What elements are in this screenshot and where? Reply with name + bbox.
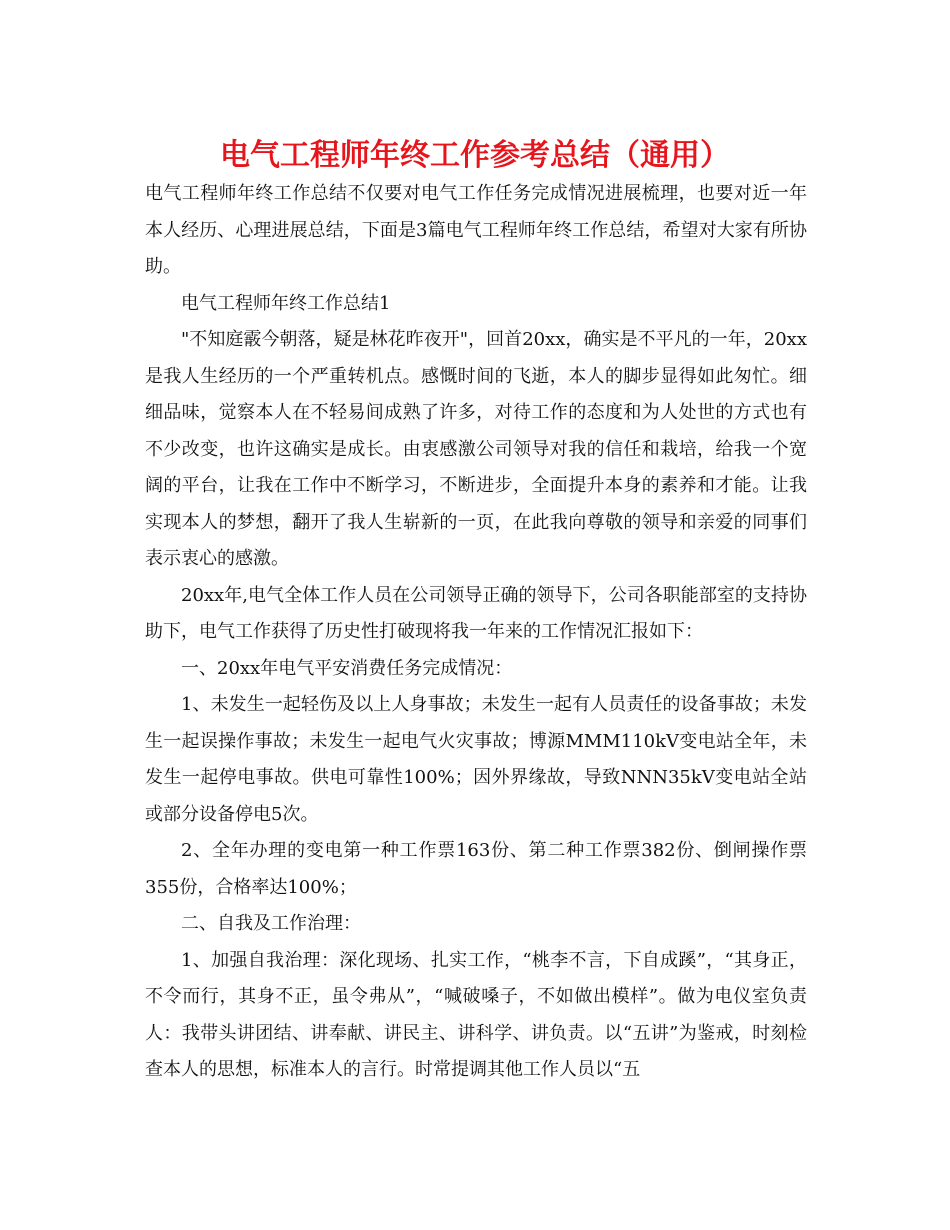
document-body bbox=[145, 176, 807, 1089]
section-heading: 电气工程师年终工作总结1 bbox=[181, 292, 391, 314]
subsection-heading: 二、自我及工作治理： bbox=[181, 913, 361, 934]
subsection-heading: 一、20xx年电气平安消费任务完成情况： bbox=[181, 657, 513, 679]
body-paragraph: 20xx年,电气全体工作人员在公司领导正确的领导下，公司各职能部室的支持协助下，电气工作获得了历史性打破现将我一年来的工作情况汇报如下： bbox=[145, 584, 807, 642]
list-item: 1、加强自我治理：深化现场、扎实工作，“桃李不言，下自成蹊”，“其身正，不令而行，其身不正，虽令弗从”，“喊破嗓子，不如做出模样”。做为电仪室负责人：我带头讲团结、讲奉献、讲民主、讲科学、讲负责。以“五讲”为鉴戒，时刻检查本人的思想，标准本人的言行。时常提调其他工作人员以“五 bbox=[145, 949, 807, 1080]
list-item: 1、未发生一起轻伤及以上人身事故；未发生一起有人员责任的设备事故；未发生一起误操作事故；未发生一起电气火灾事故；博源MMM110kV变电站全年，未发生一起停电事故。供电可靠性100%；因外界缘故，导致NNN35kV变电站全站或部分设备停电5次。 bbox=[145, 694, 807, 825]
document-title: 电气工程师年终工作参考总结（通用） bbox=[220, 138, 730, 173]
intro-paragraph: 电气工程师年终工作总结不仅要对电气工作任务完成情况进展梳理，也要对近一年本人经历、心理进展总结，下面是3篇电气工程师年终工作总结，希望对大家有所协助。 bbox=[145, 183, 807, 277]
list-item: 2、全年办理的变电第一种工作票163份、第二种工作票382份、倒闸操作票355份，合格率达100%； bbox=[145, 840, 807, 898]
body-paragraph: "不知庭霰今朝落，疑是林花昨夜开"，回首20xx，确实是不平凡的一年，20xx是我人生经历的一个严重转机点。感慨时间的飞逝，本人的脚步显得如此匆忙。细细品味，觉察本人在不轻易间成熟了许多，对待工作的态度和为人处世的方式也有不少改变，也许这确实是成长。由衷感激公司领导对我的信任和栽培，给我一个宽阔的平台，让我在工作中不断学习，不断进步，全面提升本身的素养和才能。让我实现本人的梦想，翻开了我人生崭新的一页，在此我向尊敬的领导和亲爱的同事们表示衷心的感激。 bbox=[145, 329, 807, 569]
